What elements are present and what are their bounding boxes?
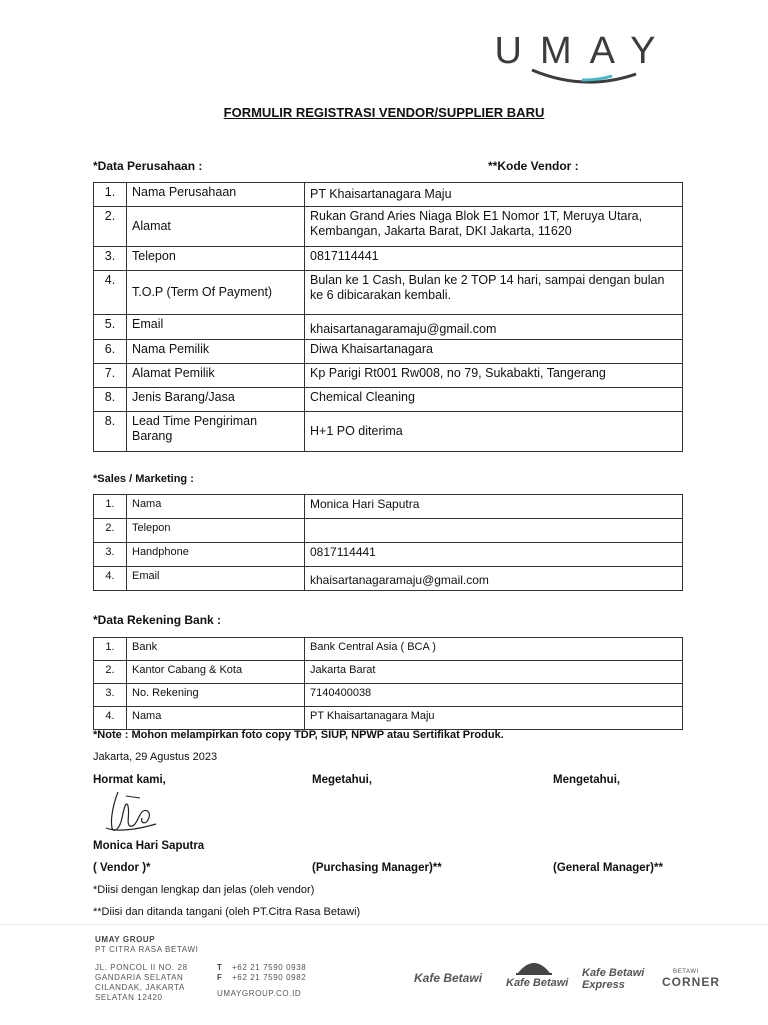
row-value: H+1 PO diterima	[305, 412, 683, 452]
row-label: Handphone	[127, 543, 305, 567]
brand-kafe-betawi-2: Kafe Betawi	[506, 977, 569, 989]
table-row	[94, 315, 683, 340]
footer-phone: +62 21 7590 0938	[232, 963, 307, 972]
row-number: 3.	[94, 684, 127, 707]
footer-address-line: JL. PONCOL II NO. 28	[95, 963, 188, 972]
bank-section-label: *Data Rekening Bank :	[93, 613, 222, 627]
smile-icon	[494, 30, 674, 88]
footer-company: PT CITRA RASA BETAWI	[95, 945, 199, 954]
row-value	[305, 519, 683, 543]
row-label: Nama Perusahaan	[127, 183, 305, 207]
brand-corner: CORNER	[662, 975, 721, 989]
row-number: 5.	[94, 315, 127, 340]
row-label: T.O.P (Term Of Payment)	[127, 271, 305, 315]
brand-kafe-betawi-express: Kafe Betawi Express	[582, 967, 645, 991]
note	[93, 729, 504, 741]
footer-phone-label: T	[217, 963, 223, 972]
row-label: Email	[127, 567, 305, 591]
row-label: Alamat Pemilik	[127, 364, 305, 388]
table-row	[94, 638, 683, 661]
row-value: Jakarta Barat	[305, 661, 683, 684]
row-number: 1.	[94, 495, 127, 519]
footer-address-line: SELATAN 12420	[95, 993, 163, 1002]
company-table	[93, 182, 683, 452]
row-number: 7.	[94, 364, 127, 388]
row-number: 3.	[94, 247, 127, 271]
sales-table	[93, 494, 683, 591]
form-title: FORMULIR REGISTRASI VENDOR/SUPPLIER BARU	[223, 105, 545, 120]
row-number: 8.	[94, 388, 127, 412]
row-value: PT Khaisartanagara Maju	[305, 707, 683, 730]
brand-kafe-betawi: Kafe Betawi	[414, 971, 483, 985]
note-prefix: *Note	[93, 729, 122, 741]
footer-website: UMAYGROUP.CO.ID	[217, 989, 302, 998]
row-value: Bulan ke 1 Cash, Bulan ke 2 TOP 14 hari, sampai dengan bulan ke 6 dibicarakan kembali.	[305, 271, 683, 315]
row-label: Nama	[127, 495, 305, 519]
row-value: Diwa Khaisartanagara	[305, 340, 683, 364]
table-row	[94, 684, 683, 707]
document-date: Jakarta, 29 Agustus 2023	[93, 751, 218, 763]
row-label: Telepon	[127, 519, 305, 543]
footer-address-line: CILANDAK, JAKARTA	[95, 983, 185, 992]
vendor-code-label: **Kode Vendor :	[488, 159, 579, 173]
row-value: khaisartanagaramaju@gmail.com	[305, 567, 683, 591]
footnote-vendor: *Diisi dengan lengkap dan jelas (oleh vendor)	[93, 884, 315, 896]
table-row	[94, 495, 683, 519]
footer-fax-label: F	[217, 973, 223, 982]
table-row	[94, 707, 683, 730]
row-number: 4.	[94, 567, 127, 591]
row-number: 8.	[94, 412, 127, 452]
row-label: Telepon	[127, 247, 305, 271]
row-label: Email	[127, 315, 305, 340]
row-value: khaisartanagaramaju@gmail.com	[305, 315, 683, 340]
letterhead-footer	[0, 924, 768, 1025]
row-label: Bank	[127, 638, 305, 661]
row-value: Monica Hari Saputra	[305, 495, 683, 519]
signer-name: Monica Hari Saputra	[93, 840, 205, 852]
table-row	[94, 364, 683, 388]
row-number: 3.	[94, 543, 127, 567]
row-value: Kp Parigi Rt001 Rw008, no 79, Sukabakti, Tangerang	[305, 364, 683, 388]
logo-text: UMAY	[494, 30, 674, 72]
row-label: Nama Pemilik	[127, 340, 305, 364]
row-value: Chemical Cleaning	[305, 388, 683, 412]
sign-col1-role: ( Vendor )*	[93, 862, 151, 874]
row-number: 2.	[94, 519, 127, 543]
row-label: Jenis Barang/Jasa	[127, 388, 305, 412]
table-row	[94, 661, 683, 684]
sales-section-label: *Sales / Marketing :	[93, 473, 194, 485]
row-value: Rukan Grand Aries Niaga Blok E1 Nomor 1T, Meruya Utara, Kembangan, Jakarta Barat, DKI Jakarta, 11620	[305, 207, 683, 247]
row-number: 6.	[94, 340, 127, 364]
signature-image	[96, 788, 166, 838]
sign-col3-role: (General Manager)**	[553, 862, 663, 874]
sign-col1-title: Hormat kami,	[93, 774, 166, 786]
table-row	[94, 388, 683, 412]
table-row	[94, 271, 683, 315]
table-row	[94, 567, 683, 591]
table-row	[94, 519, 683, 543]
note-text: : Mohon melampirkan foto copy TDP, SIUP, NPWP atau Sertifikat Produk.	[121, 729, 504, 741]
table-row	[94, 183, 683, 207]
row-value: PT Khaisartanagara Maju	[305, 183, 683, 207]
table-row	[94, 543, 683, 567]
row-number: 1.	[94, 183, 127, 207]
row-number: 2.	[94, 207, 127, 247]
footnote-company: **Diisi dan ditanda tangani (oleh PT.Citra Rasa Betawi)	[93, 906, 361, 918]
sign-col2-role: (Purchasing Manager)**	[312, 862, 442, 874]
bank-table	[93, 637, 683, 730]
row-number: 4.	[94, 271, 127, 315]
row-value: Bank Central Asia ( BCA )	[305, 638, 683, 661]
row-number: 1.	[94, 638, 127, 661]
row-value: 0817114441	[305, 543, 683, 567]
company-section-label: *Data Perusahaan :	[93, 159, 203, 173]
footer-fax: +62 21 7590 0982	[232, 973, 307, 982]
table-row	[94, 412, 683, 452]
sign-col2-title: Megetahui,	[312, 774, 373, 786]
table-row	[94, 247, 683, 271]
row-value: 0817114441	[305, 247, 683, 271]
row-label: No. Rekening	[127, 684, 305, 707]
row-number: 2.	[94, 661, 127, 684]
row-value: 7140400038	[305, 684, 683, 707]
row-label: Kantor Cabang & Kota	[127, 661, 305, 684]
footer-address-line: GANDARIA SELATAN	[95, 973, 184, 982]
row-label: Nama	[127, 707, 305, 730]
table-row	[94, 207, 683, 247]
sign-col3-title: Mengetahui,	[553, 774, 621, 786]
table-row	[94, 340, 683, 364]
umay-logo	[494, 30, 674, 88]
brand-small-betawi: BETAWI	[673, 969, 699, 975]
row-number: 4.	[94, 707, 127, 730]
cloche-icon	[514, 955, 554, 977]
row-label: Alamat	[127, 207, 305, 247]
row-label: Lead Time Pengiriman Barang	[127, 412, 305, 452]
footer-group: UMAY GROUP	[95, 935, 156, 944]
